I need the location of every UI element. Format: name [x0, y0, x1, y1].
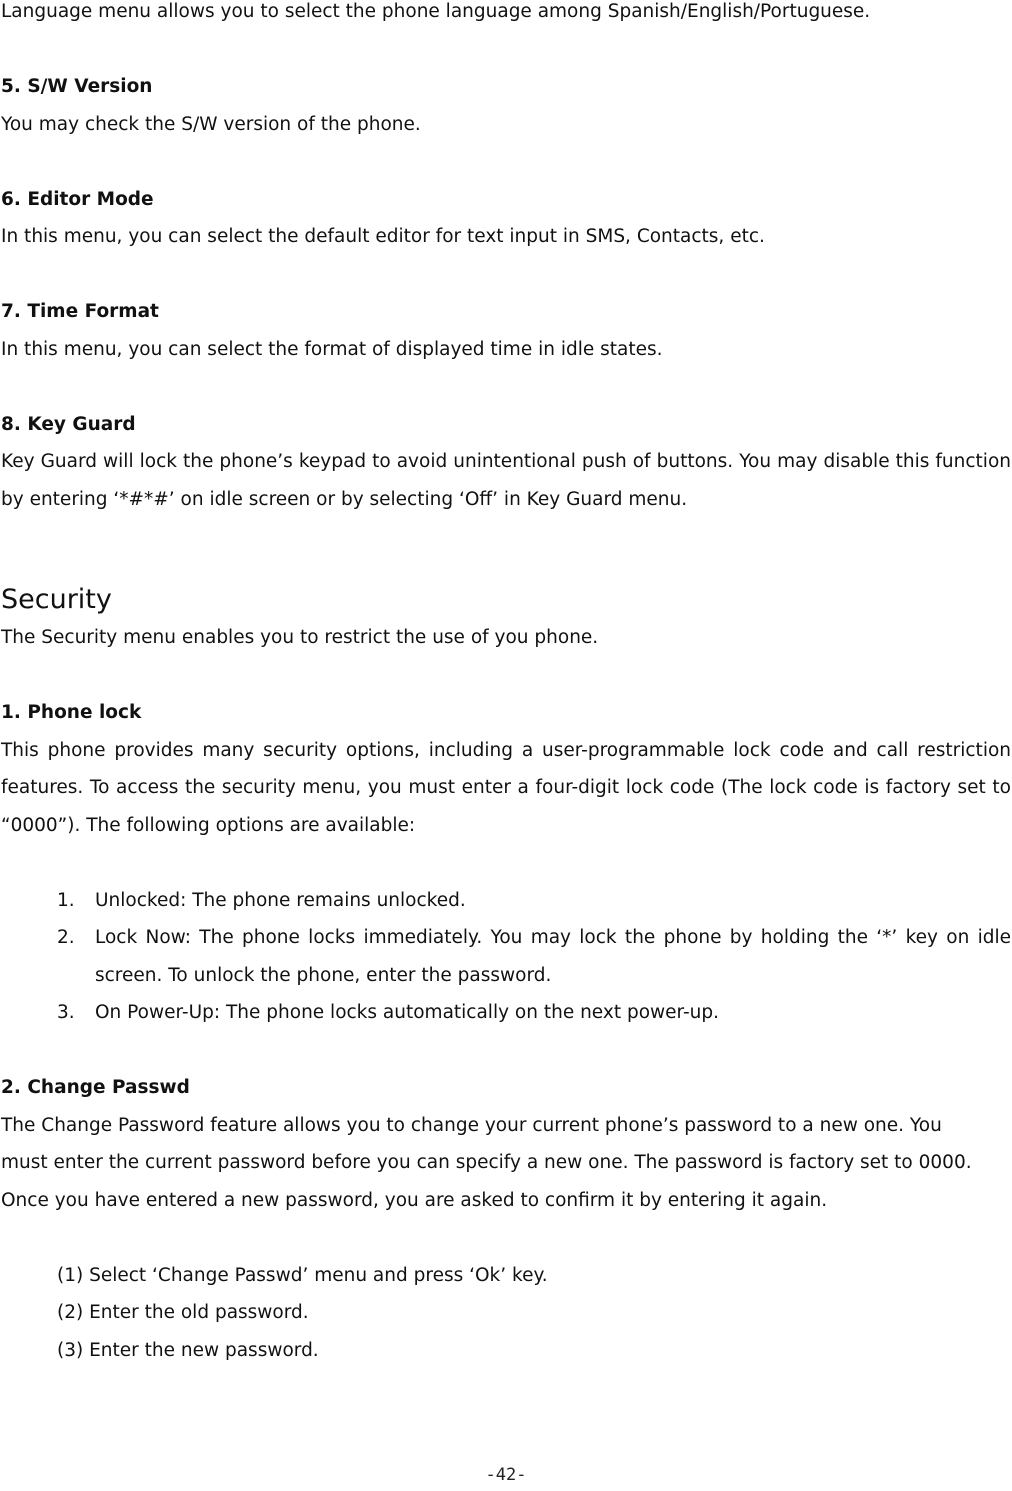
list-item	[1, 919, 1011, 994]
list-item-number: 1.	[57, 889, 75, 911]
security-intro: The Security menu enables you to restrict the use of you phone.	[1, 627, 599, 648]
change-passwd-steps	[1, 1257, 1011, 1370]
spacer	[1, 143, 1011, 181]
list-item	[1, 882, 1011, 920]
phone-lock-heading: 1. Phone lock	[1, 702, 142, 723]
list-item-text: Lock Now: The phone locks immediately. You may lock the phone by holding the ‘*’ key on idle screen. To unlock the phone, enter the password.	[95, 927, 1011, 986]
editor-mode-heading: 6. Editor Mode	[1, 188, 154, 210]
key-guard-body: Key Guard will lock the phone’s keypad to avoid unintentional push of buttons. You may disable this function by entering ‘*#*#’ on idle screen or by selecting ‘Off’ in Key Guard menu.	[1, 451, 1011, 510]
editor-mode-body: In this menu, you can select the default editor for text input in SMS, Contacts, etc.	[1, 226, 765, 247]
phone-lock-options	[1, 882, 1011, 1032]
spacer	[1, 368, 1011, 406]
list-item-number: 3.	[57, 1002, 75, 1023]
list-item-text: Unlocked: The phone remains unlocked.	[95, 889, 466, 911]
spacer	[1, 31, 1011, 69]
time-format-body: In this menu, you can select the format of displayed time in idle states.	[1, 338, 663, 360]
security-section-title: Security	[1, 584, 112, 615]
spacer	[1, 844, 1011, 882]
spacer	[1, 657, 1011, 695]
change-passwd-heading: 2. Change Passwd	[1, 1077, 190, 1098]
list-item-text: On Power-Up: The phone locks automatically on the next power-up.	[95, 1002, 719, 1023]
key-guard-heading: 8. Key Guard	[1, 413, 136, 435]
language-intro: Language menu allows you to select the phone language among Spanish/English/Portuguese.	[1, 1, 871, 22]
sw-version-body: You may check the S/W version of the phone.	[1, 113, 421, 135]
time-format-heading: 7. Time Format	[1, 301, 159, 322]
manual-page	[1, 0, 1011, 1369]
page-number: -42-	[485, 1465, 527, 1485]
sw-version-heading: 5. S/W Version	[1, 76, 153, 97]
change-passwd-body: The Change Password feature allows you to change your current phone’s password to a new one. You must enter the current password before you can specify a new one. The password is factory set to 0000. Once you have entered a new password, you are asked to confirm it by entering it again.	[1, 1114, 972, 1211]
step-item: (3) Enter the new password.	[57, 1339, 319, 1361]
step-item: (1) Select ‘Change Passwd’ menu and press ‘Ok’ key.	[57, 1264, 548, 1286]
spacer	[1, 1032, 1011, 1070]
spacer	[1, 256, 1011, 294]
spacer	[1, 1219, 1011, 1257]
list-item-number: 2.	[57, 927, 75, 948]
phone-lock-body: This phone provides many security options, including a user-programmable lock code and call restriction features. To access the security menu, you must enter a four-digit lock code (The lock code is factory set to “0000”). The following options are available:	[1, 739, 1011, 836]
list-item	[1, 994, 1011, 1032]
step-item: (2) Enter the old password.	[57, 1302, 309, 1323]
